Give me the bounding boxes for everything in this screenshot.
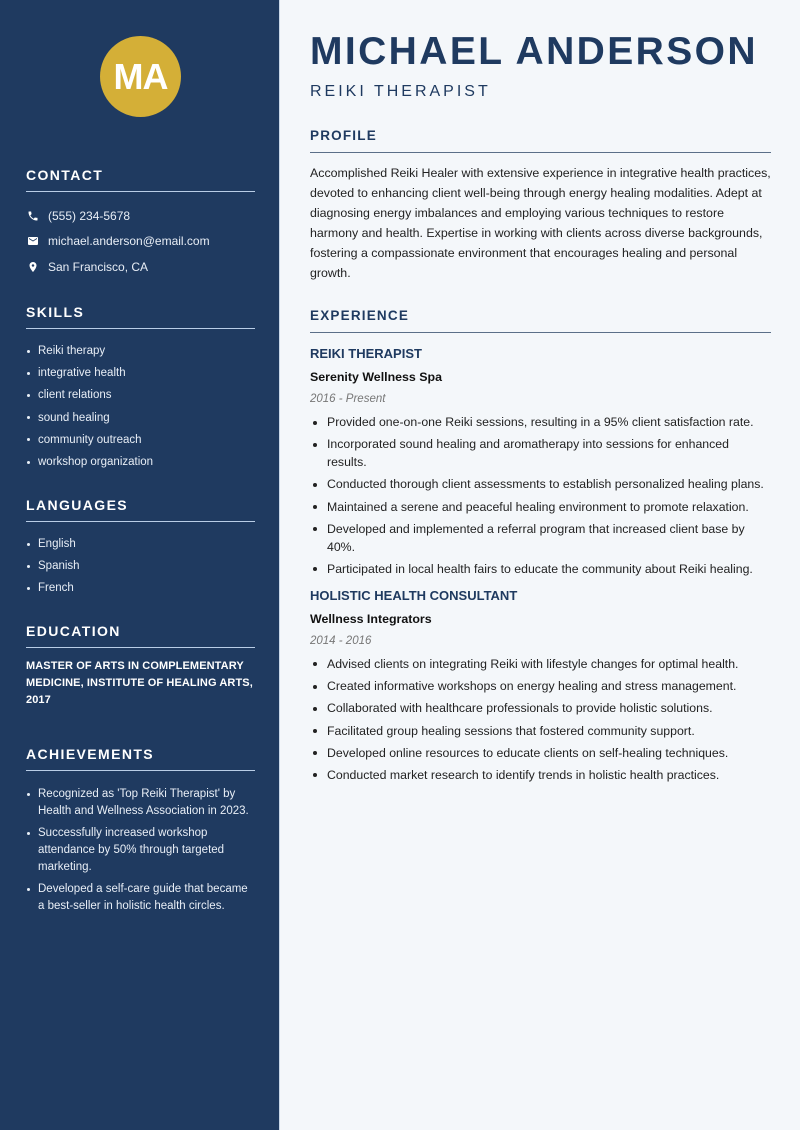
job-bullet: Developed and implemented a referral program that increased client base by 40%. [310,520,771,556]
profile-summary: Accomplished Reiki Healer with extensive experience in integrative health practices, devoted to enhancing client well-being through energy healing modalities. Adept at diagnosing energy imbalances and employing various techniques to restore harmony and health. Expertise in working with clients across diverse backgrounds, fostering a compassionate environment that encourages healing and personal growth. [310,166,771,280]
education-entry: MASTER OF ARTS IN COMPLEMENTARY MEDICINE, INSTITUTE OF HEALING ARTS, 2017 [26,660,253,706]
achievements-heading: ACHIEVEMENTS [26,746,255,771]
job-bullets [310,655,771,784]
candidate-title: REIKI THERAPIST [310,83,491,100]
sidebar [0,0,280,1130]
skill-item: workshop organization [26,451,255,473]
job-entry [310,588,771,784]
job-bullet: Developed online resources to educate clients on self-healing techniques. [310,744,771,762]
achievement-item: Recognized as 'Top Reiki Therapist' by Health and Wellness Association in 2023. [26,786,255,820]
phone-text: (555) 234-5678 [48,208,131,223]
avatar-initials: MA [100,36,181,117]
job-bullet: Participated in local health fairs to educate the community about Reiki healing. [310,560,771,578]
candidate-name: MICHAEL ANDERSON [310,30,758,73]
achievement-item: Developed a self-care guide that became a best-seller in holistic health circles. [26,881,255,915]
achievements-section [26,746,255,920]
job-bullet: Incorporated sound healing and aromatherapy into sessions for enhanced results. [310,435,771,471]
skill-item: client relations [26,384,255,406]
job-bullet: Conducted thorough client assessments to establish personalized healing plans. [310,475,771,493]
languages-heading: LANGUAGES [26,497,255,522]
skills-list [26,340,255,473]
job-title: HOLISTIC HEALTH CONSULTANT [310,587,518,603]
contact-heading: CONTACT [26,167,255,192]
achievement-item: Successfully increased workshop attendance by 50% through targeted marketing. [26,825,255,876]
job-bullet: Created informative workshops on energy healing and stress management. [310,677,771,695]
job-bullet: Advised clients on integrating Reiki with lifestyle changes for optimal health. [310,655,771,673]
skills-section [26,304,255,473]
profile-heading: PROFILE [310,128,771,153]
languages-list [26,533,255,600]
skill-item: Reiki therapy [26,340,255,362]
job-bullet: Collaborated with healthcare professionals to provide holistic solutions. [310,699,771,717]
job-dates: 2014 - 2016 [310,634,372,647]
languages-section [26,497,255,600]
main-content [280,0,800,1130]
job-bullet: Conducted market research to identify trends in holistic health practices. [310,766,771,784]
contact-email [26,229,255,255]
job-bullet: Facilitated group healing sessions that fostered community support. [310,722,771,740]
email-text: michael.anderson@email.com [48,234,210,249]
profile-section [310,128,771,283]
contact-section [26,167,255,280]
contact-phone [26,203,255,229]
contact-location [26,254,255,280]
job-company: Serenity Wellness Spa [310,370,442,384]
skill-item: community outreach [26,429,255,451]
job-bullet: Maintained a serene and peaceful healing environment to promote relaxation. [310,498,771,516]
language-item: English [26,533,255,555]
job-entry [310,346,771,578]
skill-item: integrative health [26,362,255,384]
experience-heading: EXPERIENCE [310,308,771,333]
experience-section [310,308,771,788]
skill-item: sound healing [26,407,255,429]
achievements-list [26,786,255,915]
job-bullets [310,413,771,578]
skills-heading: SKILLS [26,304,255,329]
job-dates: 2016 - Present [310,393,386,405]
education-heading: EDUCATION [26,623,255,648]
location-text: San Francisco, CA [48,259,149,274]
phone-icon [26,209,39,222]
email-icon [26,235,39,248]
education-section [26,623,255,709]
job-title: REIKI THERAPIST [310,346,422,361]
language-item: French [26,577,255,599]
contact-list [26,203,255,280]
job-company: Wellness Integrators [310,611,432,626]
language-item: Spanish [26,555,255,577]
job-bullet: Provided one-on-one Reiki sessions, resulting in a 95% client satisfaction rate. [310,413,771,431]
location-pin-icon [26,260,39,273]
